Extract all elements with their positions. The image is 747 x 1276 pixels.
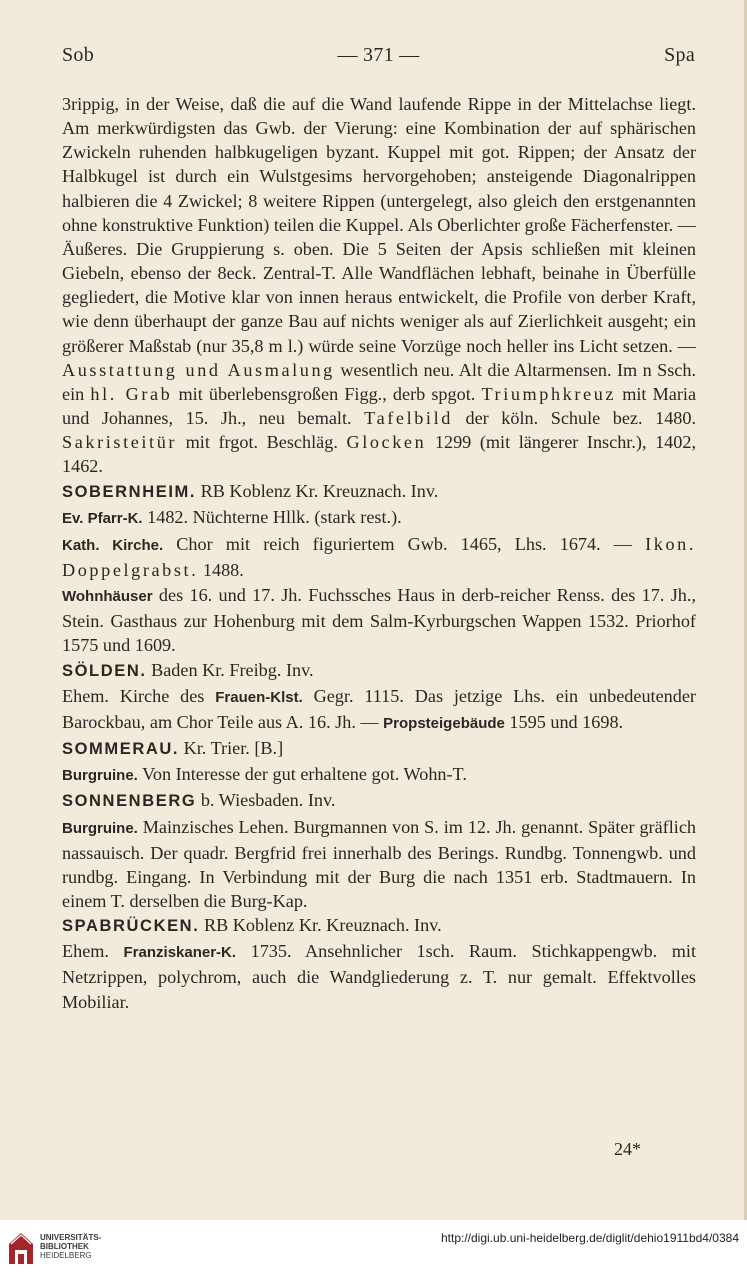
text-run: mit frgot. Beschläg. — [185, 432, 338, 453]
entry-heading-sonnenberg — [62, 788, 696, 813]
text-run: mit überlebensgroßen Figg., derb spgot. — [178, 383, 476, 404]
entry-label: Propsteigebäude — [383, 714, 505, 732]
library-name — [40, 1233, 101, 1260]
entry-line — [62, 815, 696, 914]
entry-text: Ehem. Kirche des — [62, 685, 205, 706]
continued-text: 3rippig, in der Weise, daß die auf die Wand laufende Rippe in der Mittelachse liegt. Am merkwürdigsten das Gwb. der Vierung: eine Kombination der auf sphärischen Zwickeln ruhenden halbkugeligen byzant. Kuppel mit got. Rippen; der Ansatz der Halbkugel ist durch ein Wulstgesims hervorgehoben; ansteigende Diagonalrippen halbieren die 4 Zwickel; 8 weitere Rippen (untergelegt, also gleich den erstgenannten ohne konstruktive Funktion) teilen die Kuppel. Als Oberlichter große Fächerfenster. — Äußeres. Die Gruppierung s. oben. Die 5 Seiten der Apsis schließen mit kleinen Giebeln, ebenso der 8eck. Zentral-T. Alle Wandflächen lebhaft, beinahe in Überfülle gegliedert, die Motive klar von innen heraus entwickelt, die Profile von derber Kraft, wie denn überhaupt der ganze Bau auf nichts weniger als auf Zierlichkeit ausgeht; ein größerer Maßstab (nur 35,8 m l.) würde seine Vorzüge noch heller ins Licht setzen. — — [62, 94, 696, 356]
continued-paragraph — [62, 92, 696, 479]
footer-bar — [0, 1222, 747, 1276]
spaced-term: Triumphkreuz — [481, 383, 617, 404]
entry-label: Frauen-Klst. — [215, 688, 303, 706]
entry-heading-sommerau — [62, 736, 696, 761]
entry-text: Gegr. 1115. Das jetzige Lhs. ein unbedeutender Barockbau, am Chor Teile aus A. 16. Jh. — — [62, 685, 696, 732]
entry-text: Mainzisches Lehen. Burgmannen von S. im 12. Jh. genannt. Später gräflich nassauisch. Der quadr. Bergfrid frei innerhalb des Berings. Rundbg. Tonnengwb. und rundbg. Eingang. In Verbindung mit der Burg die nach 1351 erb. Stadtmauern. In einem T. derselben die Burg-Kap. — [62, 816, 697, 911]
entry-label: Burgruine. — [62, 767, 138, 785]
entry-text: Chor mit reich figuriertem Gwb. 1465, Lhs. 1674. — — [176, 533, 632, 554]
entry-label: Wohnhäuser — [62, 588, 153, 606]
entry-line — [62, 762, 696, 788]
entry-line — [62, 939, 696, 1013]
entry-text: des 16. und 17. Jh. Fuchssches Haus in derb-reicher Renss. des 17. Jh., Stein. Gasthaus zur Hohenburg mit dem Salm-Kyrburgschen Wappen 1532. Priorhof 1575 und 1609. — [62, 585, 696, 656]
text-run: 1299 (mit längerer Inschr.), 1402, 1462. — [62, 432, 697, 477]
place-location: RB Koblenz Kr. Kreuznach. Inv. — [200, 480, 439, 501]
source-url-link[interactable]: http://digi.ub.uni-heidelberg.de/diglit/dehio1911bd4/0384 — [440, 1231, 739, 1245]
entry-heading-sobernheim — [62, 479, 696, 504]
entry-text: Ehem. — [62, 941, 109, 962]
page-body — [62, 92, 696, 1014]
spaced-term: Sakristeitür — [62, 432, 178, 453]
page-number: — 371 — — [337, 44, 420, 66]
place-name: SÖLDEN. — [62, 661, 147, 680]
university-library-logo-icon — [6, 1230, 36, 1266]
entry-text: 1482. Nüchterne Hllk. (stark rest.). — [147, 506, 402, 527]
text-run: der köln. Schule bez. 1480. — [465, 408, 697, 429]
place-location: Baden Kr. Freibg. Inv. — [151, 659, 314, 680]
entry-line — [62, 505, 696, 531]
spaced-term: Ausstattung und Ausmalung — [62, 359, 335, 380]
library-name-line: HEIDELBERG — [40, 1251, 92, 1260]
entry-heading-soelden — [62, 658, 696, 683]
entry-label: Burgruine. — [62, 819, 138, 837]
entry-line — [62, 583, 696, 657]
entry-line — [62, 532, 696, 582]
entry-label: Ev. Pfarr-K. — [62, 509, 143, 527]
spaced-term: Ikon. Doppelgrabst. — [62, 533, 697, 580]
entry-text: Von Interesse der gut erhaltene got. Wohn-T. — [142, 764, 467, 785]
text-run: mit Maria und Johannes, 15. Jh., neu bemalt. — [62, 383, 697, 429]
place-name: SOMMERAU. — [62, 740, 180, 759]
place-name: SPABRÜCKEN. — [62, 917, 200, 936]
entry-label: Franziskaner-K. — [123, 944, 237, 962]
running-header — [62, 44, 695, 74]
library-name-line: BIBLIOTHEK — [40, 1242, 89, 1251]
entry-text: 1595 und 1698. — [509, 711, 624, 732]
page-signature: 24* — [614, 1139, 641, 1159]
place-location: Kr. Trier. [B.] — [183, 738, 284, 759]
place-name: SOBERNHEIM. — [62, 482, 197, 501]
text-run: wesentlich neu. Alt die Altarmensen. Im n Ssch. ein — [62, 359, 697, 404]
entry-text: 1488. — [202, 559, 244, 580]
entry-label: Kath. Kirche. — [62, 536, 164, 554]
spaced-term: hl. Grab — [90, 383, 173, 404]
place-location: b. Wiesbaden. Inv. — [200, 790, 336, 811]
entry-line — [62, 684, 696, 736]
spaced-term: Tafelbild — [364, 408, 453, 429]
header-right-keyword: Spa — [664, 44, 695, 66]
spaced-term: Glocken — [346, 432, 427, 453]
entry-text: 1735. Ansehnlicher 1sch. Raum. Stichkappengwb. mit Netzrippen, polychrom, auch die Wandgliederung z. T. nur gemalt. Effektvolles Mobiliar. — [62, 941, 697, 1012]
place-location: RB Koblenz Kr. Kreuznach. Inv. — [203, 915, 442, 936]
library-name-line: UNIVERSITÄTS- — [40, 1233, 102, 1242]
header-left-keyword: Sob — [62, 44, 95, 66]
entry-heading-spabruecken — [62, 913, 696, 938]
place-name: SONNENBERG — [62, 792, 197, 811]
